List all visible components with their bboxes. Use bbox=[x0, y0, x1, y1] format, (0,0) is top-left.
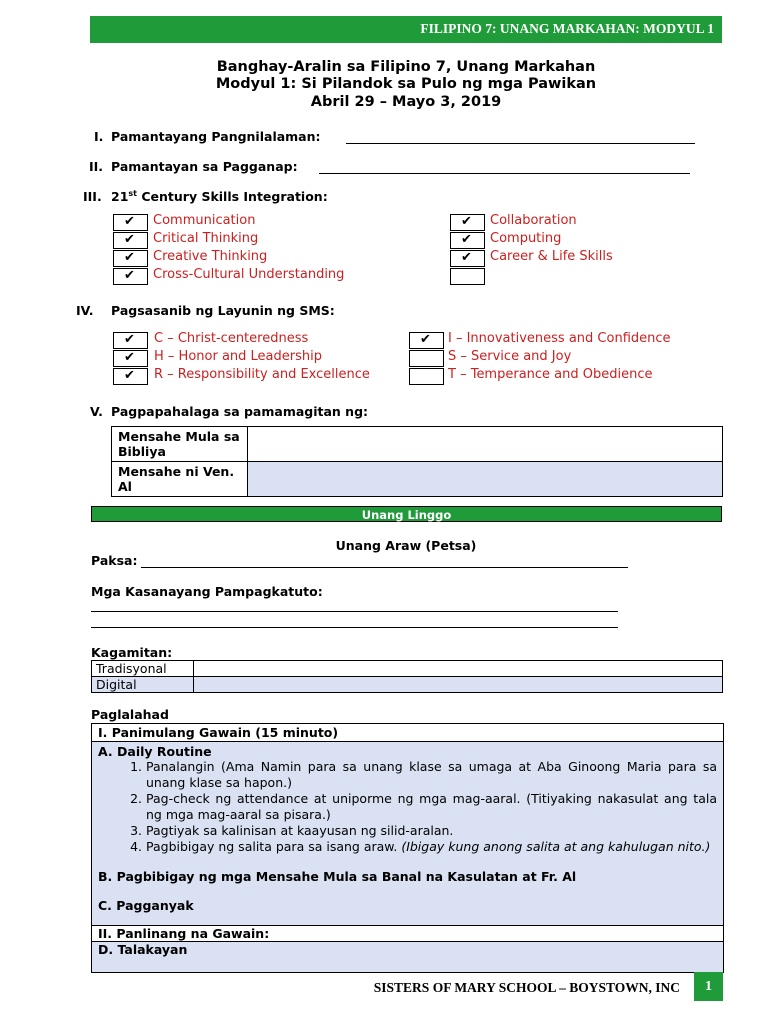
part1-body bbox=[92, 742, 723, 926]
section1-blank bbox=[346, 143, 695, 144]
section3-num: III. bbox=[83, 189, 102, 204]
values-row2-label: Mensahe ni Ven. Al bbox=[112, 462, 248, 497]
doc-title-line2: Modyul 1: Si Pilandok sa Pulo ng mga Pawikan bbox=[215, 76, 597, 92]
kagamitan-table bbox=[91, 660, 723, 693]
check-icon: ✔ bbox=[420, 332, 431, 347]
sms-label: I – Innovativeness and Confidence bbox=[448, 331, 671, 346]
check-icon: ✔ bbox=[124, 232, 135, 247]
sms-label: C – Christ-centeredness bbox=[154, 331, 309, 346]
routine-list bbox=[98, 759, 717, 855]
skill-label: Communication bbox=[153, 213, 256, 228]
section1-num: I. bbox=[94, 129, 104, 144]
values-table bbox=[111, 426, 723, 497]
skill-checkbox[interactable] bbox=[113, 232, 148, 249]
values-row2-field[interactable] bbox=[248, 462, 723, 497]
section5-label: Pagpapahalaga sa pamamagitan ng: bbox=[111, 404, 369, 419]
check-icon: ✔ bbox=[461, 214, 472, 229]
kasanayan-blank-1 bbox=[91, 611, 618, 612]
routine-item: 3. Pagtiyak sa kalinisan at kaayusan ng silid-aralan. bbox=[146, 823, 717, 839]
kagamitan-row1-field[interactable] bbox=[194, 661, 723, 677]
section1-label: Pamantayang Pangnilalaman: bbox=[111, 129, 321, 144]
check-icon: ✔ bbox=[124, 214, 135, 229]
sms-checkbox[interactable] bbox=[113, 332, 148, 349]
check-icon: ✔ bbox=[124, 250, 135, 265]
routine-item: 2. Pag-check ng attendance at uniporme ng mga mag-aaral. (Titiyaking nakasulat ang tala ng mga mag-aaral sa pisara.) bbox=[146, 791, 717, 823]
sms-label: H – Honor and Leadership bbox=[154, 349, 322, 364]
kagamitan-row2-field[interactable] bbox=[194, 677, 723, 693]
check-icon: ✔ bbox=[124, 332, 135, 347]
kagamitan-row2-label: Digital bbox=[92, 677, 194, 693]
skill-label: Cross-Cultural Understanding bbox=[153, 267, 345, 282]
skill-checkbox[interactable] bbox=[450, 250, 485, 267]
b-title: B. Pagbibigay ng mga Mensahe Mula sa Banal na Kasulatan at Fr. Al bbox=[98, 869, 577, 884]
section3-label: 21st Century Skills Integration: bbox=[111, 189, 328, 205]
d-title: D. Talakayan bbox=[98, 942, 188, 957]
sms-checkbox[interactable] bbox=[113, 350, 148, 367]
skill-label: Critical Thinking bbox=[153, 231, 259, 246]
check-icon: ✔ bbox=[461, 232, 472, 247]
section2-label: Pamantayan sa Pagganap: bbox=[111, 159, 298, 174]
header-bar bbox=[90, 16, 722, 43]
paksa-blank bbox=[141, 567, 628, 568]
check-icon: ✔ bbox=[461, 250, 472, 265]
skill-checkbox[interactable] bbox=[113, 214, 148, 231]
sms-checkbox[interactable] bbox=[409, 350, 444, 367]
paglalahad-table bbox=[91, 723, 724, 973]
skill-checkbox[interactable] bbox=[450, 268, 485, 285]
header-title: FILIPINO 7: UNANG MARKAHAN: MODYUL 1 bbox=[420, 21, 714, 36]
section4-num: IV. bbox=[76, 303, 94, 318]
page-number: 1 bbox=[694, 972, 723, 1001]
check-icon: ✔ bbox=[124, 268, 135, 283]
skill-label: Computing bbox=[490, 231, 562, 246]
sms-label: R – Responsibility and Excellence bbox=[154, 367, 370, 382]
sms-checkbox[interactable] bbox=[409, 332, 444, 349]
part2-title: II. Panlinang na Gawain: bbox=[92, 926, 723, 942]
part2-body bbox=[92, 942, 723, 972]
paksa-label: Paksa: bbox=[91, 553, 138, 568]
values-row1-field[interactable] bbox=[248, 427, 723, 462]
footer-school: SISTERS OF MARY SCHOOL – BOYSTOWN, INC bbox=[373, 980, 680, 995]
section2-blank bbox=[319, 173, 690, 174]
kasanayan-blank-2 bbox=[91, 627, 618, 628]
routine-item: 1. Panalangin (Ama Namin para sa unang klase sa umaga at Aba Ginoong Maria para sa unang klase sa hapon.) bbox=[146, 759, 717, 791]
skill-label: Collaboration bbox=[490, 213, 577, 228]
paglalahad-label: Paglalahad bbox=[91, 707, 169, 722]
routine-item: 4. Pagbibigay ng salita para sa isang araw. (Ibigay kung anong salita at ang kahulugan nito.) bbox=[146, 839, 717, 855]
values-row1-label: Mensahe Mula sa Bibliya bbox=[112, 427, 248, 462]
c-title: C. Pagganyak bbox=[98, 898, 194, 913]
section5-num: V. bbox=[90, 404, 103, 419]
week-bar: Unang Linggo bbox=[91, 506, 722, 522]
doc-title-line3: Abril 29 – Mayo 3, 2019 bbox=[310, 94, 502, 110]
sms-checkbox[interactable] bbox=[409, 368, 444, 385]
sms-checkbox[interactable] bbox=[113, 368, 148, 385]
section4-label: Pagsasanib ng Layunin ng SMS: bbox=[111, 303, 335, 318]
doc-title-line1: Banghay-Aralin sa Filipino 7, Unang Markahan bbox=[216, 59, 596, 75]
skill-checkbox[interactable] bbox=[113, 250, 148, 267]
kagamitan-label: Kagamitan: bbox=[91, 645, 173, 660]
check-icon: ✔ bbox=[124, 350, 135, 365]
skill-checkbox[interactable] bbox=[450, 214, 485, 231]
skill-checkbox[interactable] bbox=[450, 232, 485, 249]
kasanayan-label: Mga Kasanayang Pampagkatuto: bbox=[91, 584, 323, 599]
kagamitan-row1-label: Tradisyonal bbox=[92, 661, 194, 677]
skill-label: Creative Thinking bbox=[153, 249, 268, 264]
skill-label: Career & Life Skills bbox=[490, 249, 613, 264]
check-icon: ✔ bbox=[124, 368, 135, 383]
section2-num: II. bbox=[89, 159, 104, 174]
daily-routine-title: A. Daily Routine bbox=[98, 744, 212, 759]
skill-checkbox[interactable] bbox=[113, 268, 148, 285]
day-title: Unang Araw (Petsa) bbox=[335, 538, 477, 553]
sms-label: S – Service and Joy bbox=[448, 349, 572, 364]
sms-label: T – Temperance and Obedience bbox=[448, 367, 653, 382]
part1-title: I. Panimulang Gawain (15 minuto) bbox=[92, 724, 723, 742]
